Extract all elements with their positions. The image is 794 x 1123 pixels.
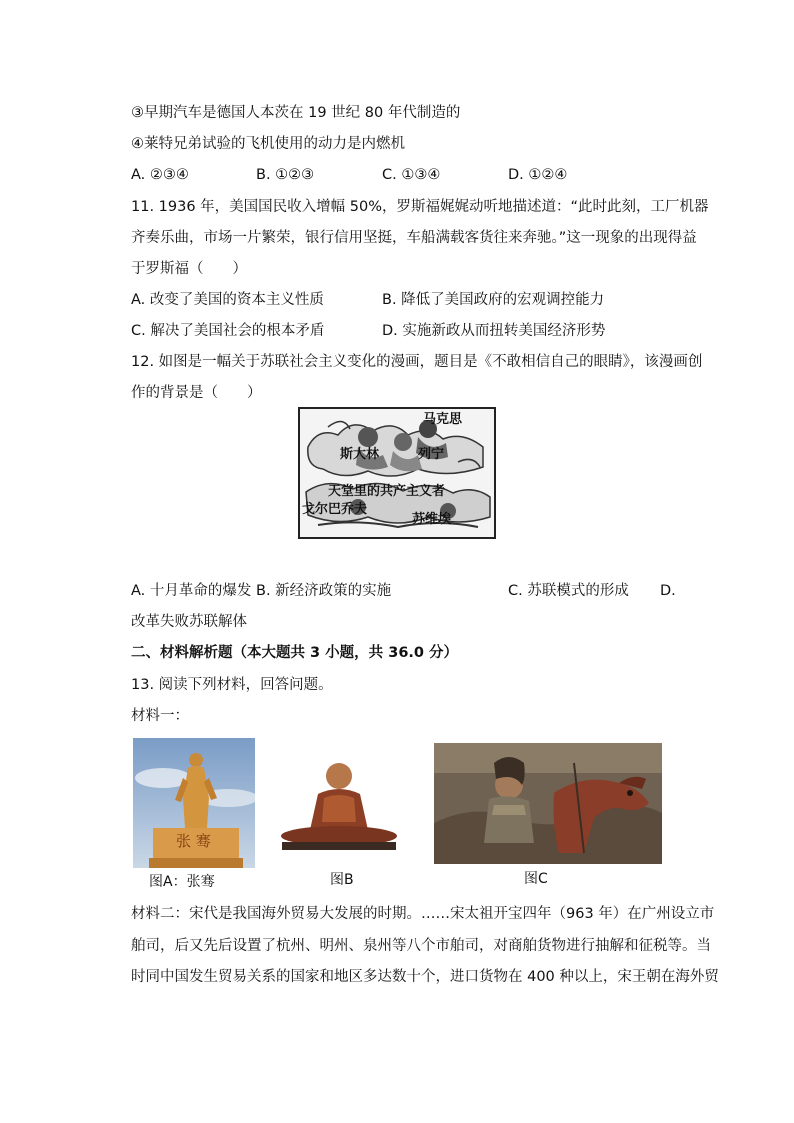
q11-option-b: B. 降低了美国政府的宏观调控能力 (382, 292, 605, 308)
q12-option-d-text: 改革失败苏联解体 (131, 614, 247, 630)
material-2-line2: 舶司，后又先后设置了杭州、明州、泉州等八个市舶司，对商舶货物进行抽解和征税等。当 (131, 938, 711, 954)
q11-option-c: C. 解决了美国社会的根本矛盾 (131, 323, 325, 339)
q13-stem: 13. 阅读下列材料，回答问题。 (131, 677, 333, 693)
figure-b-caption: 图B (330, 872, 354, 888)
cartoon-label-lenin: 列宁 (418, 447, 445, 462)
section-heading: 二、材料解析题（本大题共 3 小题，共 36.0 分） (131, 645, 459, 661)
alexander-mosaic-image (434, 743, 662, 864)
q10-option-d: D. ①②④ (508, 167, 568, 183)
q11-stem-line1: 11. 1936 年，美国国民收入增幅 50%，罗斯福娓娓动听地描述道：“此时此刻，工厂机器 (131, 199, 709, 215)
q10-option-b: B. ①②③ (256, 167, 315, 183)
q12-option-c: C. 苏联模式的形成 (508, 583, 629, 599)
q11-option-a: A. 改变了美国的资本主义性质 (131, 292, 324, 308)
cartoon-label-heaven-communists: 天堂里的共产主义者 (328, 484, 446, 499)
q11-stem-line3: 于罗斯福（ ） (131, 261, 247, 277)
cartoon-label-soviet: 苏维埃 (412, 512, 452, 527)
figure-a-caption: 图A：张骞 (149, 874, 215, 890)
q12-stem-line1: 12. 如图是一幅关于苏联社会主义变化的漫画，题目是《不敢相信自己的眼睛》，该漫画创 (131, 354, 703, 370)
q11-stem-line2: 齐奏乐曲，市场一片繁荣，银行信用坚挺，车船满载客货往来奔驰。”这一现象的出现得益 (131, 230, 697, 246)
q11-option-d: D. 实施新政从而扭转美国经济形势 (382, 323, 606, 339)
q10-option-a: A. ②③④ (131, 167, 189, 183)
cartoon-label-stalin: 斯大林 (340, 447, 380, 462)
q10-option-c: C. ①③④ (382, 167, 441, 183)
cartoon-label-marx: 马克思 (423, 412, 463, 427)
zhang-qian-statue-image (133, 738, 255, 868)
cartoon-label-gorbachev: 戈尔巴乔夫 (302, 502, 368, 517)
q12-option-d-label: D. (660, 583, 676, 599)
statue-plaque: 张 骞 (176, 832, 211, 850)
material-1-label: 材料一： (131, 708, 189, 724)
seated-buddha-image (272, 752, 406, 854)
q12-option-ab: A. 十月革命的爆发 B. 新经济政策的实施 (131, 583, 392, 599)
material-2-line3: 时同中国发生贸易关系的国家和地区多达数十个，进口货物在 400 种以上，宋王朝在海外贸 (131, 969, 719, 985)
q10-statement-4: ④莱特兄弟试验的飞机使用的动力是内燃机 (131, 136, 405, 152)
material-2-line1: 材料二：宋代是我国海外贸易大发展的时期。……宋太祖开宝四年（963 年）在广州设立市 (131, 906, 715, 922)
figure-c-caption: 图C (524, 871, 548, 887)
q10-statement-3: ③早期汽车是德国人本茨在 19 世纪 80 年代制造的 (131, 105, 461, 121)
q12-stem-line2: 作的背景是（ ） (131, 385, 262, 401)
soviet-cartoon-image (298, 407, 496, 539)
